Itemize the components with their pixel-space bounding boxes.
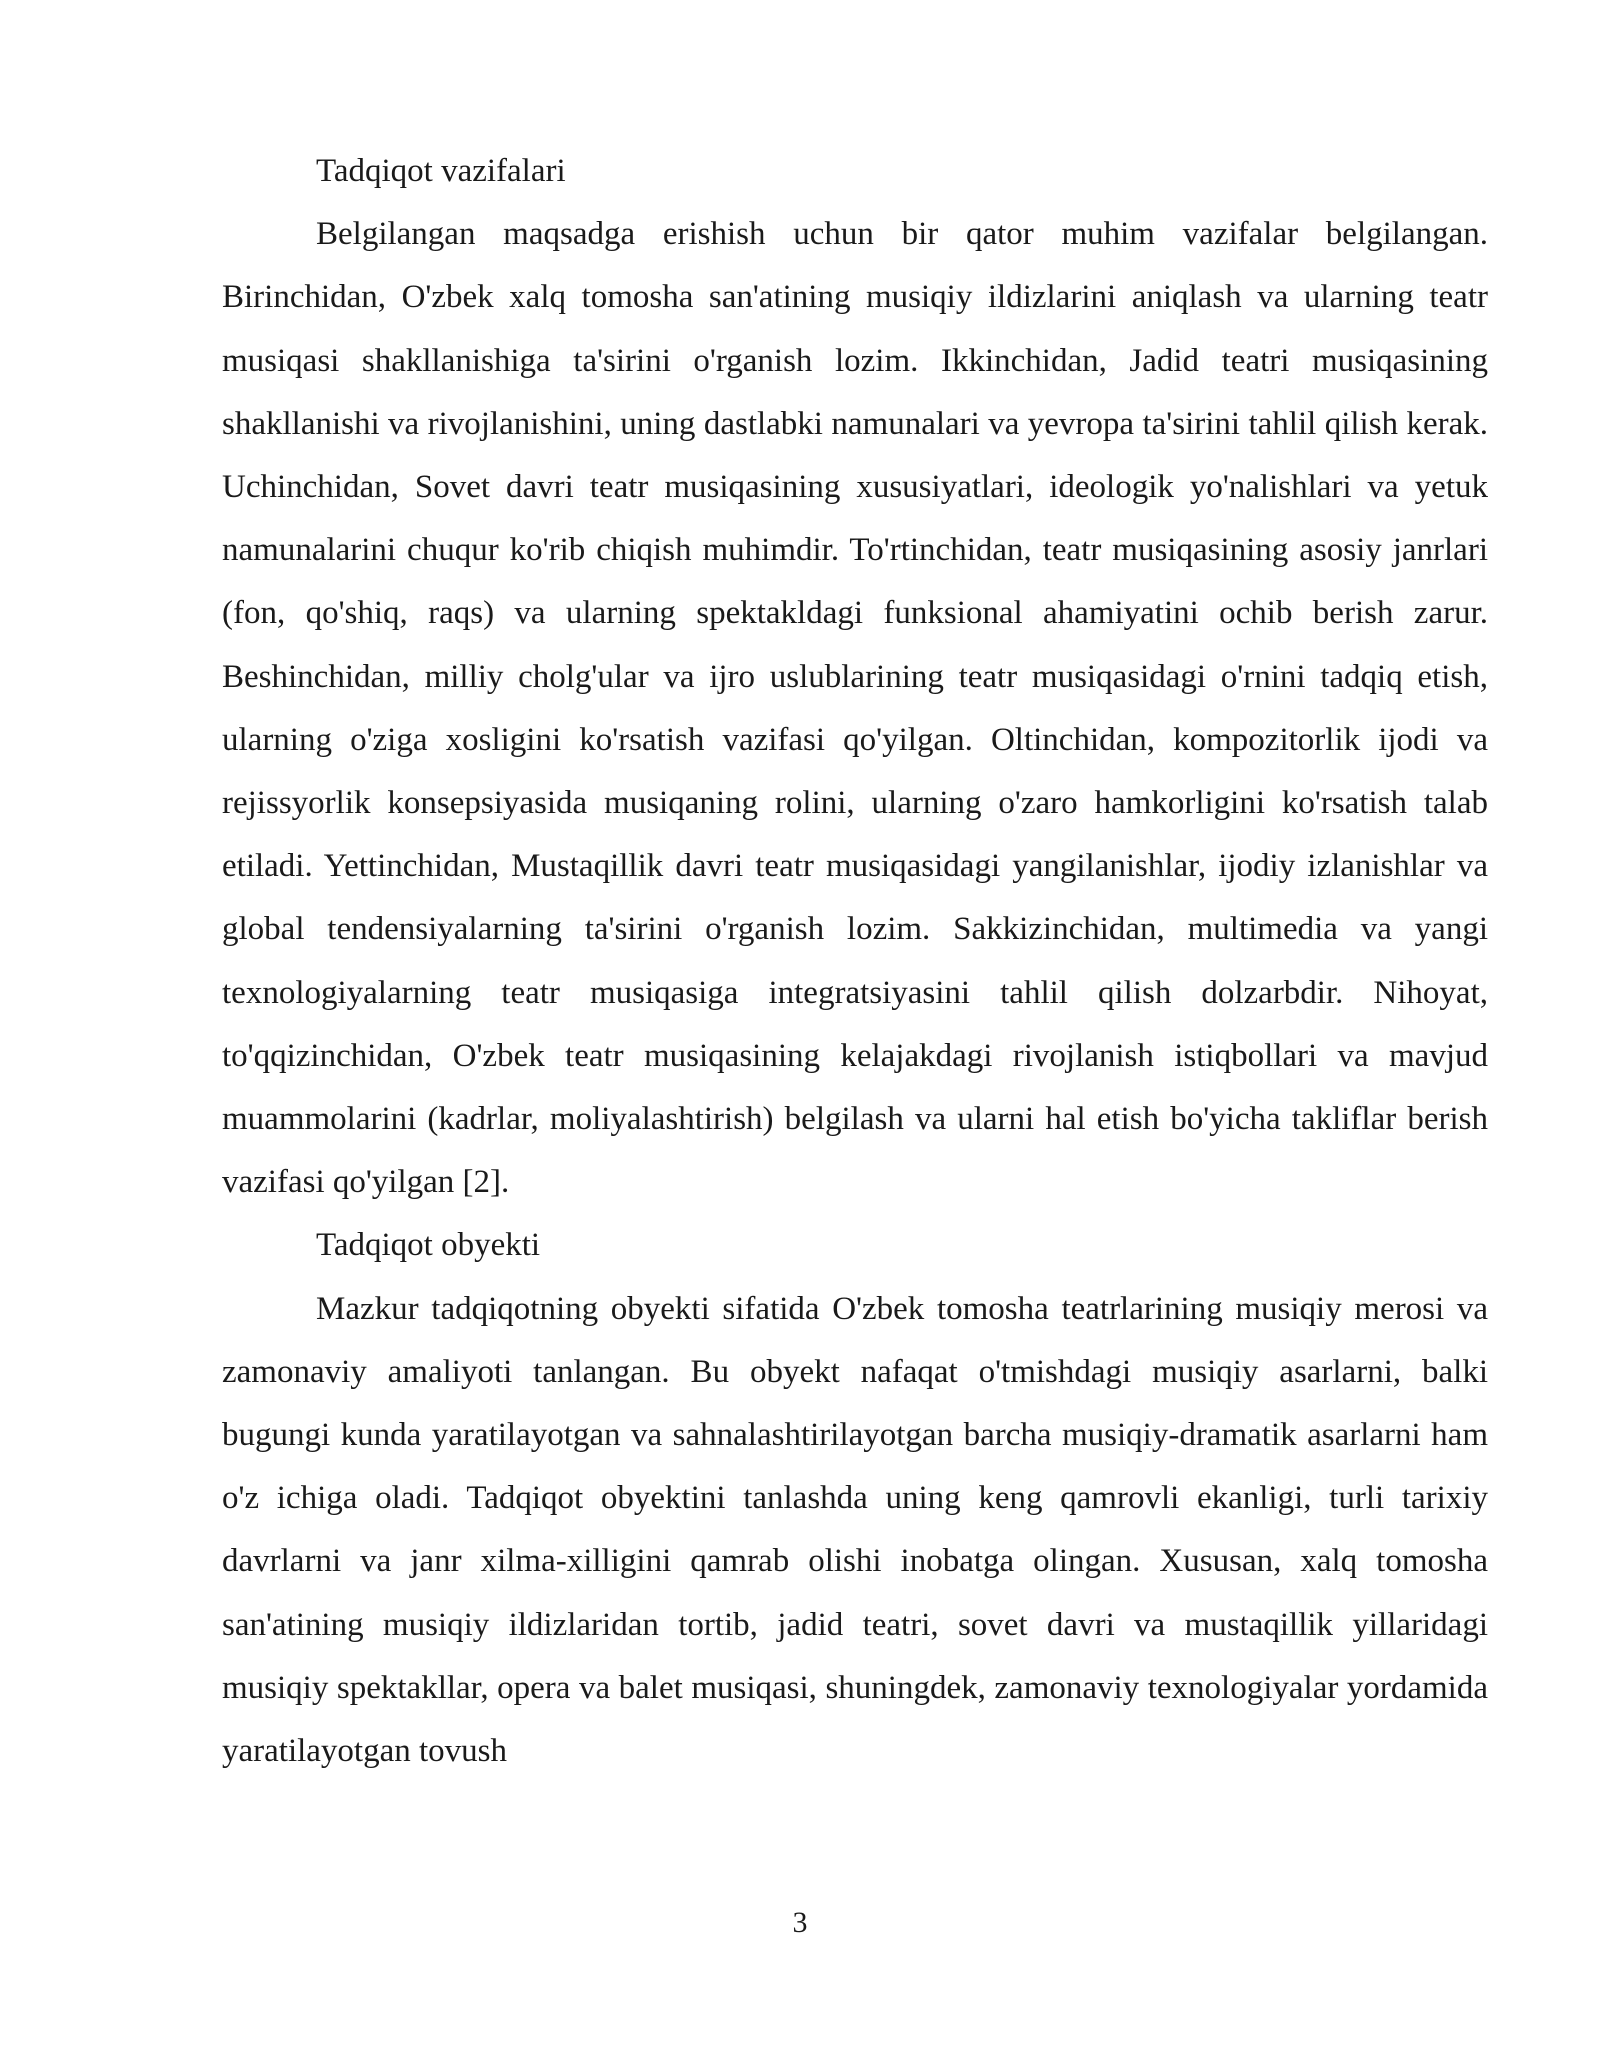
section-paragraph-object: Mazkur tadqiqotning obyekti sifatida O'zbek tomosha teatrlarining musiqiy merosi va zamonaviy amaliyoti tanlangan. Bu obyekt nafaqat o'tmishdagi musiqiy asarlarni, balki bugungi kunda yaratilayotgan va sahnalashtirilayotgan barcha musiqiy-dramatik asarlarni ham o'z ichiga oladi. Tadqiqot obyektini tanlashda uning keng qamrovli ekanligi, turli tarixiy davrlarni va janr xilma-xilligini qamrab olishi inobatga olingan. Xususan, xalq tomosha san'atining musiqiy ildizlaridan tortib, jadid teatri, sovet davri va mustaqillik yillaridagi musiqiy spektakllar, opera va balet musiqasi, shuningdek, zamonaviy texnologiyalar yordamida yaratilayotgan tovush xyxy=(222,1290,1488,1770)
section-heading-object: Tadqiqot obyekti xyxy=(316,1227,541,1264)
page-body xyxy=(222,140,1488,1783)
section-paragraph-tasks: Belgilangan maqsadga erishish uchun bir qator muhim vazifalar belgilangan. Birinchidan, O'zbek xalq tomosha san'atining musiqiy ildizlarini aniqlash va ularning teatr musiqasi shakllanishiga ta'sirini o'rganish lozim. Ikkinchidan, Jadid teatri musiqasining shakllanishi va rivojlanishini, uning dastlabki namunalari va yevropa ta'sirini tahlil qilish kerak. Uchinchidan, Sovet davri teatr musiqasining xususiyatlari, ideologik yo'nalishlari va yetuk namunalarini chuqur ko'rib chiqish muhimdir. To'rtinchidan, teatr musiqasining asosiy janrlari (fon, qo'shiq, raqs) va ularning spektakldagi funksional ahamiyatini ochib berish zarur. Beshinchidan, milliy cholg'ular va ijro uslublarining teatr musiqasidagi o'rnini tadqiq etish, ularning o'ziga xosligini ko'rsatish vazifasi qo'yilgan. Oltinchidan, kompozitorlik ijodi va rejissyorlik konsepsiyasida musiqaning rolini, ularning o'zaro hamkorligini ko'rsatish talab etiladi. Yettinchidan, Mustaqillik davri teatr musiqasidagi yangilanishlar, ijodiy izlanishlar va global tendensiyalarning ta'sirini o'rganish lozim. Sakkizinchidan, multimedia va yangi texnologiyalarning teatr musiqasiga integratsiyasini tahlil qilish dolzarbdir. Nihoyat, to'qqizinchidan, O'zbek teatr musiqasining kelajakdagi rivojlanish istiqbollari va mavjud muammolarini (kadrlar, moliyalashtirish) belgilash va ularni hal etish bo'yicha takliflar berish vazifasi qo'yilgan [2]. xyxy=(222,216,1488,1201)
page-number: 3 xyxy=(792,1906,808,1939)
section-heading-tasks: Tadqiqot vazifalari xyxy=(316,153,566,189)
